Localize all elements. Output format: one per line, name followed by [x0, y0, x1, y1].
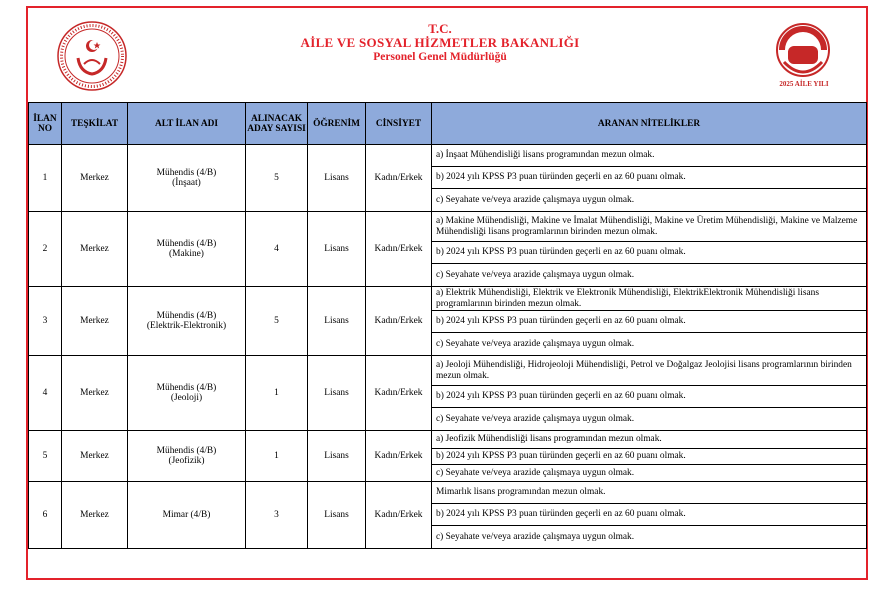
column-header: ARANAN NİTELİKLER: [432, 103, 867, 145]
qualification-list: [432, 356, 866, 430]
qualification-list: [432, 145, 866, 211]
sub-listing-title: Mühendis (4/B): [156, 168, 217, 178]
column-header: ALINACAK ADAY SAYISI: [246, 103, 308, 145]
gender: Kadın/Erkek: [366, 212, 432, 287]
gender: Kadın/Erkek: [366, 356, 432, 431]
qualification-item: a) Makine Mühendisliği, Makine ve İmalat Mühendisliği, Makine ve Üretim Mühendisliği, Makine ve Malzeme Mühendisliği lisans programlarının birinden mezun olmak.: [432, 212, 866, 242]
family-year-logo-icon: [770, 22, 836, 82]
sub-listing-title: Mühendis (4/B): [156, 311, 217, 321]
candidate-count: 5: [246, 287, 308, 356]
listing-number: 6: [29, 482, 62, 549]
sub-listing-field: (İnşaat): [172, 178, 201, 188]
listing-number: 4: [29, 356, 62, 431]
qualifications: [432, 212, 867, 287]
gender: Kadın/Erkek: [366, 145, 432, 212]
title-block: [0, 22, 880, 64]
organization: Merkez: [62, 356, 128, 431]
education: Lisans: [308, 356, 366, 431]
sub-listing-title: Mühendis (4/B): [156, 446, 217, 456]
sub-listing-name: [128, 287, 246, 356]
candidate-count: 3: [246, 482, 308, 549]
qualification-item: c) Seyahate ve/veya arazide çalışmaya uygun olmak.: [436, 338, 635, 349]
candidate-count: 1: [246, 431, 308, 482]
table-row: [29, 482, 867, 549]
qualification-item: c) Seyahate ve/veya arazide çalışmaya uygun olmak.: [436, 467, 635, 478]
table-row: [29, 356, 867, 431]
education: Lisans: [308, 482, 366, 549]
organization: Merkez: [62, 145, 128, 212]
qualification-item: b) 2024 yılı KPSS P3 puan türünden geçerli en az 60 puanı olmak.: [432, 386, 866, 408]
candidate-count: 5: [246, 145, 308, 212]
organization: Merkez: [62, 482, 128, 549]
sub-listing-name: [128, 356, 246, 431]
gender: Kadın/Erkek: [366, 431, 432, 482]
table-row: [29, 431, 867, 482]
organization: Merkez: [62, 287, 128, 356]
sub-listing-field: (Jeoloji): [170, 393, 203, 403]
sub-listing-name: [128, 212, 246, 287]
qualifications: [432, 431, 867, 482]
organization: Merkez: [62, 431, 128, 482]
table-row: [29, 145, 867, 212]
title-line-3: Personel Genel Müdürlüğü: [373, 51, 507, 63]
family-year-caption: 2025 AİLE YILI: [779, 80, 829, 88]
qualification-item: Mimarlık lisans programından mezun olmak.: [432, 482, 866, 504]
table-header-row: [29, 103, 867, 145]
qualification-list: [432, 212, 866, 286]
qualification-item: b) 2024 yılı KPSS P3 puan türünden geçerli en az 60 puanı olmak.: [432, 504, 866, 526]
qualification-item: c) Seyahate ve/veya arazide çalışmaya uygun olmak.: [436, 194, 635, 205]
qualification-item: b) 2024 yılı KPSS P3 puan türünden geçerli en az 60 puanı olmak.: [432, 311, 866, 333]
column-header: ÖĞRENİM: [308, 103, 366, 145]
sub-listing-field: (Makine): [169, 249, 204, 259]
qualification-list: [432, 287, 866, 355]
qualifications: [432, 145, 867, 212]
sub-listing-field: (Jeofizik): [168, 456, 205, 466]
qualification-item: c) Seyahate ve/veya arazide çalışmaya uygun olmak.: [436, 269, 635, 280]
sub-listing-title: Mühendis (4/B): [156, 239, 217, 249]
qualification-list: [432, 431, 866, 481]
qualification-item: c) Seyahate ve/veya arazide çalışmaya uygun olmak.: [436, 413, 635, 424]
qualification-item: a) Jeoloji Mühendisliği, Hidrojeoloji Mühendisliği, Petrol ve Doğalgaz Jeolojisi lisans programlarının birinden mezun olmak.: [432, 356, 866, 386]
education: Lisans: [308, 287, 366, 356]
gender: Kadın/Erkek: [366, 287, 432, 356]
education: Lisans: [308, 212, 366, 287]
gender: Kadın/Erkek: [366, 482, 432, 549]
education: Lisans: [308, 431, 366, 482]
qualification-item: b) 2024 yılı KPSS P3 puan türünden geçerli en az 60 puanı olmak.: [432, 242, 866, 264]
column-header: CİNSİYET: [366, 103, 432, 145]
column-header: İLAN NO: [29, 103, 62, 145]
table-row: [29, 212, 867, 287]
title-line-1: T.C.: [428, 21, 452, 36]
listing-number: 2: [29, 212, 62, 287]
column-header: TEŞKİLAT: [62, 103, 128, 145]
qualification-list: [432, 482, 866, 548]
qualifications: [432, 356, 867, 431]
table-row: [29, 287, 867, 356]
sub-listing-title: Mühendis (4/B): [156, 383, 217, 393]
document-header: [0, 0, 880, 100]
qualification-item: b) 2024 yılı KPSS P3 puan türünden geçerli en az 60 puanı olmak.: [432, 449, 866, 465]
candidate-count: 4: [246, 212, 308, 287]
qualification-item: a) İnşaat Mühendisliği lisans programından mezun olmak.: [432, 145, 866, 167]
sub-listing-field: (Elektrik-Elektronik): [146, 321, 227, 331]
column-header: ALT İLAN ADI: [128, 103, 246, 145]
qualification-item: c) Seyahate ve/veya arazide çalışmaya uygun olmak.: [436, 531, 635, 542]
qualification-item: a) Jeofizik Mühendisliği lisans programından mezun olmak.: [432, 431, 866, 449]
sub-listing-name: [128, 145, 246, 212]
qualifications: [432, 482, 867, 549]
listing-number: 1: [29, 145, 62, 212]
listing-number: 3: [29, 287, 62, 356]
organization: Merkez: [62, 212, 128, 287]
qualifications: [432, 287, 867, 356]
qualification-item: b) 2024 yılı KPSS P3 puan türünden geçerli en az 60 puanı olmak.: [432, 167, 866, 189]
sub-listing-name: [128, 482, 246, 549]
sub-listing-name: [128, 431, 246, 482]
title-line-2: AİLE VE SOSYAL HİZMETLER BAKANLIĞI: [300, 35, 580, 50]
job-listing-table: [28, 102, 867, 549]
qualification-item: a) Elektrik Mühendisliği, Elektrik ve Elektronik Mühendisliği, ElektrikElektronik Mühendisliği lisans programlarının birinden mezun olmak.: [432, 287, 866, 311]
sub-listing-title: Mimar (4/B): [162, 510, 211, 520]
listing-number: 5: [29, 431, 62, 482]
education: Lisans: [308, 145, 366, 212]
candidate-count: 1: [246, 356, 308, 431]
